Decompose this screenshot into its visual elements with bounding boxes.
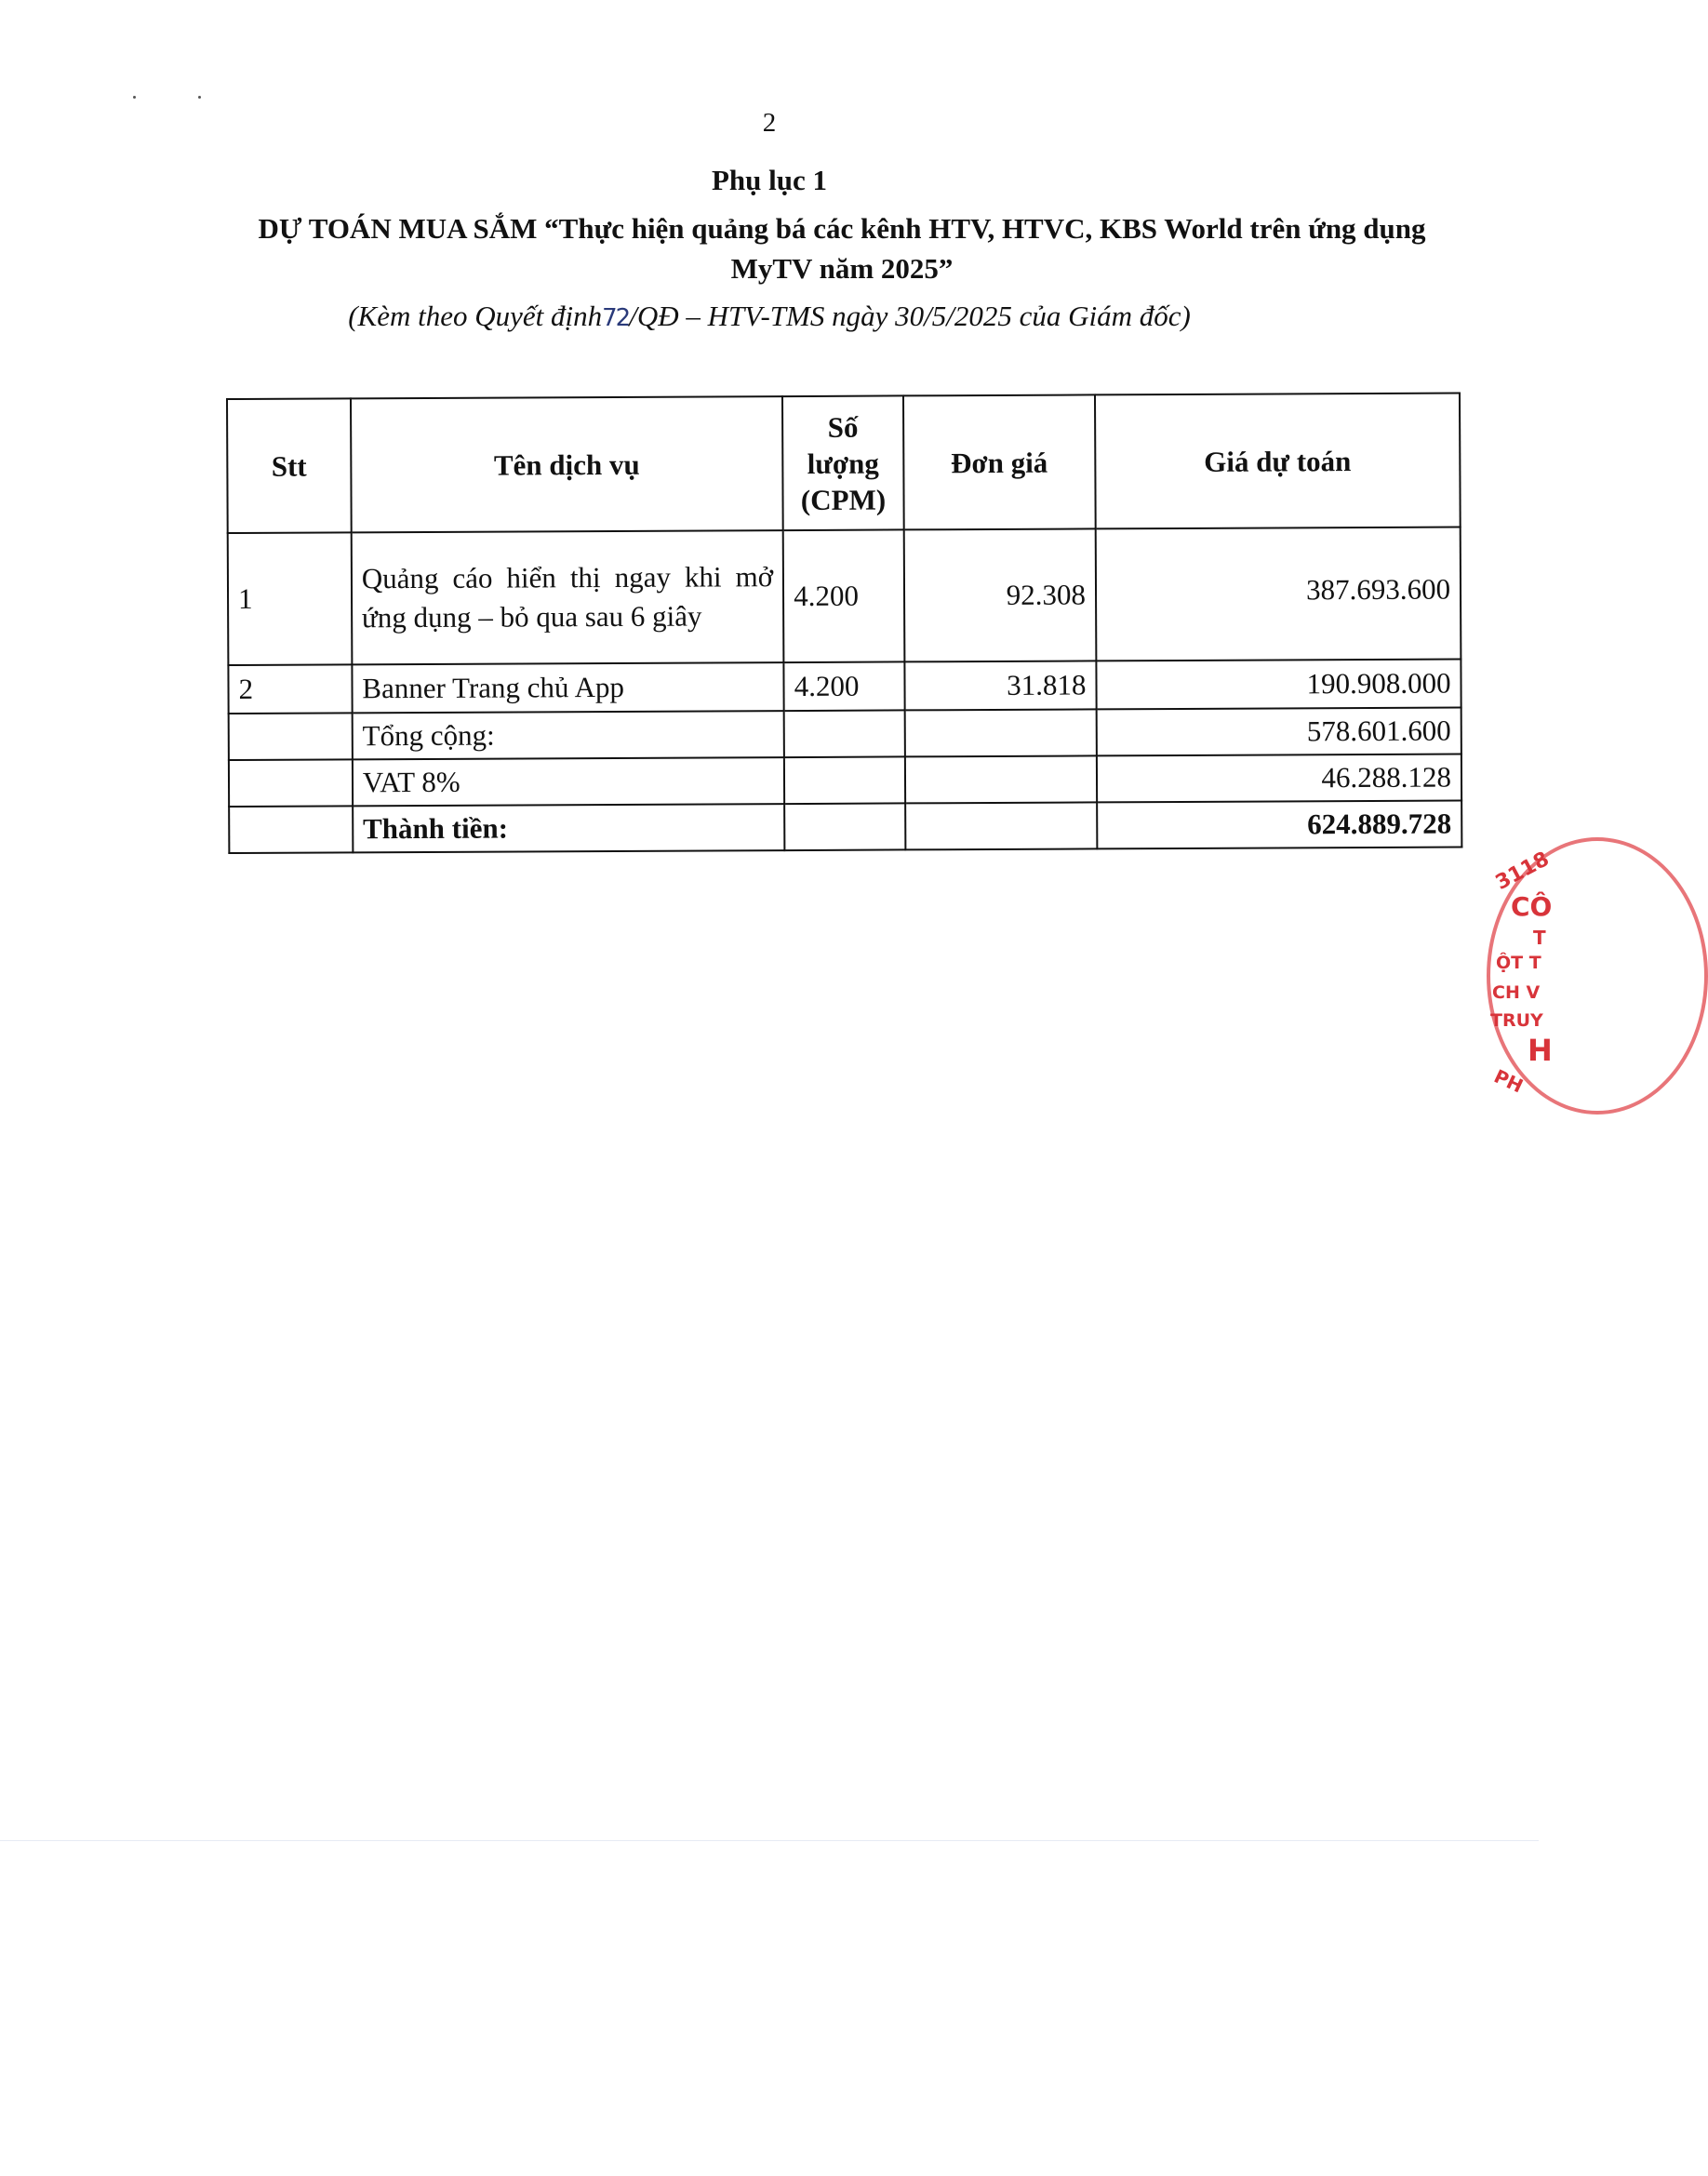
row-unit-price: 92.308	[903, 528, 1096, 661]
decision-reference	[0, 300, 1539, 333]
decision-reference-prefix: (Kèm theo Quyết định	[348, 300, 603, 332]
stamp-fragment: CÔ	[1511, 891, 1553, 922]
stamp-fragment: H	[1528, 1033, 1553, 1068]
stamp-fragment: ỘT T	[1496, 953, 1541, 973]
empty-cell	[229, 759, 353, 807]
row-service-name: Quảng cáo hiển thị ngay khi mở ứng dụng – bỏ qua sau 6 giây	[352, 530, 784, 664]
stamp-fragment: TRUY	[1490, 1010, 1543, 1031]
table-row	[228, 527, 1461, 665]
appendix-title: Phụ lục 1	[711, 164, 828, 196]
table-header-row	[227, 394, 1461, 533]
scan-guide-line	[0, 1840, 1539, 1841]
total-value: 624.889.728	[1097, 801, 1461, 849]
total-row	[229, 801, 1461, 853]
table-row	[228, 660, 1461, 714]
subtotal-label: Tổng cộng:	[352, 711, 784, 759]
handwritten-decision-number: 72	[602, 304, 630, 332]
row-unit-price: 31.818	[904, 661, 1096, 710]
stamp-fragment: CH V	[1492, 982, 1541, 1003]
scan-speck	[133, 96, 136, 99]
document-title: DỰ TOÁN MUA SẮM “Thực hiện quảng bá các kênh HTV, HTVC, KBS World trên ứng dụng MyTV năm 2025”	[258, 212, 1426, 285]
stamp-fragment: PH	[1490, 1064, 1528, 1098]
empty-cell	[784, 803, 905, 850]
row-quantity: 4.200	[783, 529, 904, 662]
empty-cell	[784, 756, 905, 804]
header-quantity: Số lượng (CPM)	[782, 395, 903, 530]
decision-reference-suffix: /QĐ – HTV-TMS ngày 30/5/2025 của Giám đốc)	[629, 300, 1191, 332]
vat-value: 46.288.128	[1097, 754, 1461, 803]
subtotal-row	[229, 708, 1461, 760]
row-estimate: 387.693.600	[1096, 527, 1461, 661]
estimate-table	[226, 393, 1462, 854]
stamp-fragment: T	[1533, 927, 1546, 949]
empty-cell	[904, 709, 1096, 756]
vat-row	[229, 754, 1461, 807]
empty-cell	[229, 806, 353, 853]
empty-cell	[905, 755, 1097, 803]
header-service-name: Tên dịch vụ	[351, 396, 783, 532]
row-quantity: 4.200	[784, 661, 905, 711]
empty-cell	[229, 713, 353, 760]
page-number: 2	[762, 108, 777, 138]
subtotal-value: 578.601.600	[1097, 708, 1461, 756]
header-stt: Stt	[227, 398, 352, 533]
stamp-fragment: 3118	[1491, 848, 1554, 895]
row-stt: 1	[228, 532, 353, 665]
vat-label: VAT 8%	[353, 757, 785, 806]
empty-cell	[784, 710, 905, 757]
scan-speck	[198, 96, 201, 99]
row-service-name: Banner Trang chủ App	[352, 662, 784, 713]
official-stamp	[1487, 837, 1598, 1116]
row-estimate: 190.908.000	[1096, 660, 1461, 710]
total-label: Thành tiền:	[353, 804, 785, 852]
header-unit-price: Đơn giá	[903, 394, 1096, 529]
empty-cell	[905, 802, 1097, 849]
row-stt: 2	[228, 664, 352, 714]
header-estimate: Giá dự toán	[1095, 394, 1461, 529]
